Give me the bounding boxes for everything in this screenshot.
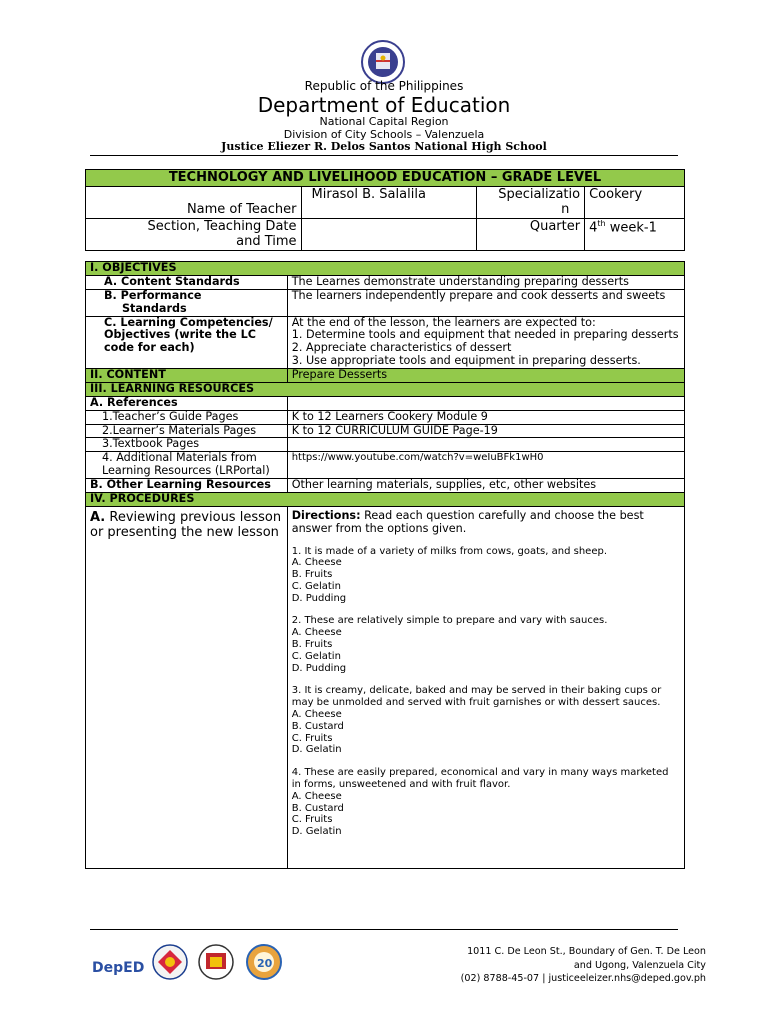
subject-banner: TECHNOLOGY AND LIVELIHOOD EDUCATION – GRADE LEVEL <box>86 170 685 187</box>
review-lesson-activity <box>287 506 684 868</box>
additional-materials-link[interactable]: https://www.youtube.com/watch?v=weIuBFk1wH0 <box>287 452 684 479</box>
question-2: 2. These are relatively simple to prepare and vary with sauces. <box>291 615 608 627</box>
learners-materials-label: 2.Learner’s Materials Pages <box>86 424 288 438</box>
content-value: Prepare Desserts <box>287 369 684 383</box>
question-3-continued: may be unmolded and served with fruit garnishes or with dessert sauces. <box>291 697 661 709</box>
review-lesson-label: A. Reviewing previous lesson or presenting the new lesson <box>86 506 288 868</box>
content-header: II. CONTENT <box>86 369 288 383</box>
school-name: Justice Eliezer R. Delos Santos National High School <box>221 140 547 153</box>
republic-line: Republic of the Philippines <box>304 79 464 93</box>
specialization-label: Specializatio n <box>477 186 585 218</box>
question-list <box>292 546 680 839</box>
question-1-option: D. Pudding <box>291 592 347 604</box>
question-4-continued: in forms, unsweetened and with fruit flavor. <box>291 779 511 791</box>
quarter-label: Quarter <box>477 218 585 250</box>
question-1: 1. It is made of a variety of milks from cows, goats, and sheep. <box>291 545 607 557</box>
question-3-option: D. Gelatin <box>291 744 342 756</box>
teacher-info-table <box>85 169 685 251</box>
references-value <box>287 396 684 410</box>
content-standards-label: A. Content Standards <box>86 275 288 289</box>
competencies-label: C. Learning Competencies/ Objectives (write the LC code for each) <box>86 316 288 369</box>
deped-seal-logo <box>354 40 412 84</box>
objectives-header: I. OBJECTIVES <box>86 262 685 276</box>
question-2-option: D. Pudding <box>291 662 347 674</box>
lesson-plan-table <box>85 261 685 869</box>
question-3: 3. It is creamy, delicate, baked and may be served in their baking cups or <box>291 685 662 697</box>
question-3-option: C. Fruits <box>291 732 333 744</box>
teacher-label: Name of Teacher <box>86 186 302 218</box>
content-standards-value: The Learnes demonstrate understanding preparing desserts <box>287 275 684 289</box>
bagong-pilipinas-logo-icon <box>153 945 187 979</box>
anniversary-logo-icon <box>247 945 281 979</box>
question-2-option: A. Cheese <box>291 627 342 639</box>
teachers-guide-label: 1.Teacher’s Guide Pages <box>86 410 288 424</box>
specialization-value: Cookery <box>585 186 685 218</box>
division-line: Division of City Schools – Valenzuela <box>283 128 485 141</box>
question-1-option: A. Cheese <box>291 557 342 569</box>
region-line: National Capital Region <box>319 115 449 128</box>
performance-standards-value: The learners independently prepare and cook desserts and sweets <box>287 289 684 316</box>
other-resources-label: B. Other Learning Resources <box>86 479 288 493</box>
learners-materials-value: K to 12 CURRICULUM GUIDE Page-19 <box>287 424 684 438</box>
textbook-value <box>287 438 684 452</box>
department-title: Department of Education <box>257 93 511 117</box>
textbook-label: 3.Textbook Pages <box>86 438 288 452</box>
question-1-option: B. Fruits <box>291 569 333 581</box>
performance-standards-label: B. Performance Standards <box>86 289 288 316</box>
question-4: 4. These are easily prepared, economical and vary in many ways marketed <box>291 767 669 779</box>
svg-text:20: 20 <box>257 957 273 970</box>
question-4-option: B. Custard <box>291 802 344 814</box>
directions-text: Read each question carefully and choose the best answer from the options given. <box>291 508 644 535</box>
question-4-option: D. Gelatin <box>291 826 342 838</box>
procedures-header: IV. PROCEDURES <box>86 492 685 506</box>
question-4-option: A. Cheese <box>291 790 342 802</box>
directions-label: Directions: <box>291 508 361 522</box>
address-line-2: and Ugong, Valenzuela City <box>573 959 706 971</box>
teachers-guide-value: K to 12 Learners Cookery Module 9 <box>287 410 684 424</box>
section-label: Section, Teaching Date and Time <box>86 218 302 250</box>
competencies-value: At the end of the lesson, the learners are expected to: 1. Determine tools and equipment that needed in preparing desserts 2. Appreciate characteristics of dessert 3. Use appropriate tools and equipment in preparing desserts. <box>287 316 684 369</box>
section-value <box>301 218 477 250</box>
question-4-option: C. Fruits <box>291 814 333 826</box>
question-3-option: A. Cheese <box>291 709 342 721</box>
additional-materials-label: 4. Additional Materials from Learning Resources (LRPortal) <box>86 452 288 479</box>
contact-line[interactable]: (02) 8788-45-07 | justiceeleizer.nhs@deped.gov.ph <box>460 973 706 985</box>
question-1-option: C. Gelatin <box>291 580 341 592</box>
teacher-value: Mirasol B. Salalila <box>301 186 477 218</box>
school-address <box>461 945 706 986</box>
other-resources-value: Other learning materials, supplies, etc, other websites <box>287 479 684 493</box>
footer-divider <box>90 929 678 930</box>
references-label: A. References <box>86 396 288 410</box>
svg-text:DepED: DepED <box>92 960 145 976</box>
school-seal-icon <box>199 945 233 979</box>
question-2-option: B. Fruits <box>291 639 333 651</box>
header-divider <box>90 155 678 156</box>
question-2-option: C. Gelatin <box>291 650 341 662</box>
question-3-option: B. Custard <box>291 720 344 732</box>
quarter-value: 4th week-1 <box>585 218 685 250</box>
address-line-1: 1011 C. De Leon St., Boundary of Gen. T. De Leon <box>467 946 706 957</box>
deped-logo-icon <box>92 960 144 976</box>
footer-logos <box>92 940 292 986</box>
learning-resources-header: III. LEARNING RESOURCES <box>86 382 685 396</box>
